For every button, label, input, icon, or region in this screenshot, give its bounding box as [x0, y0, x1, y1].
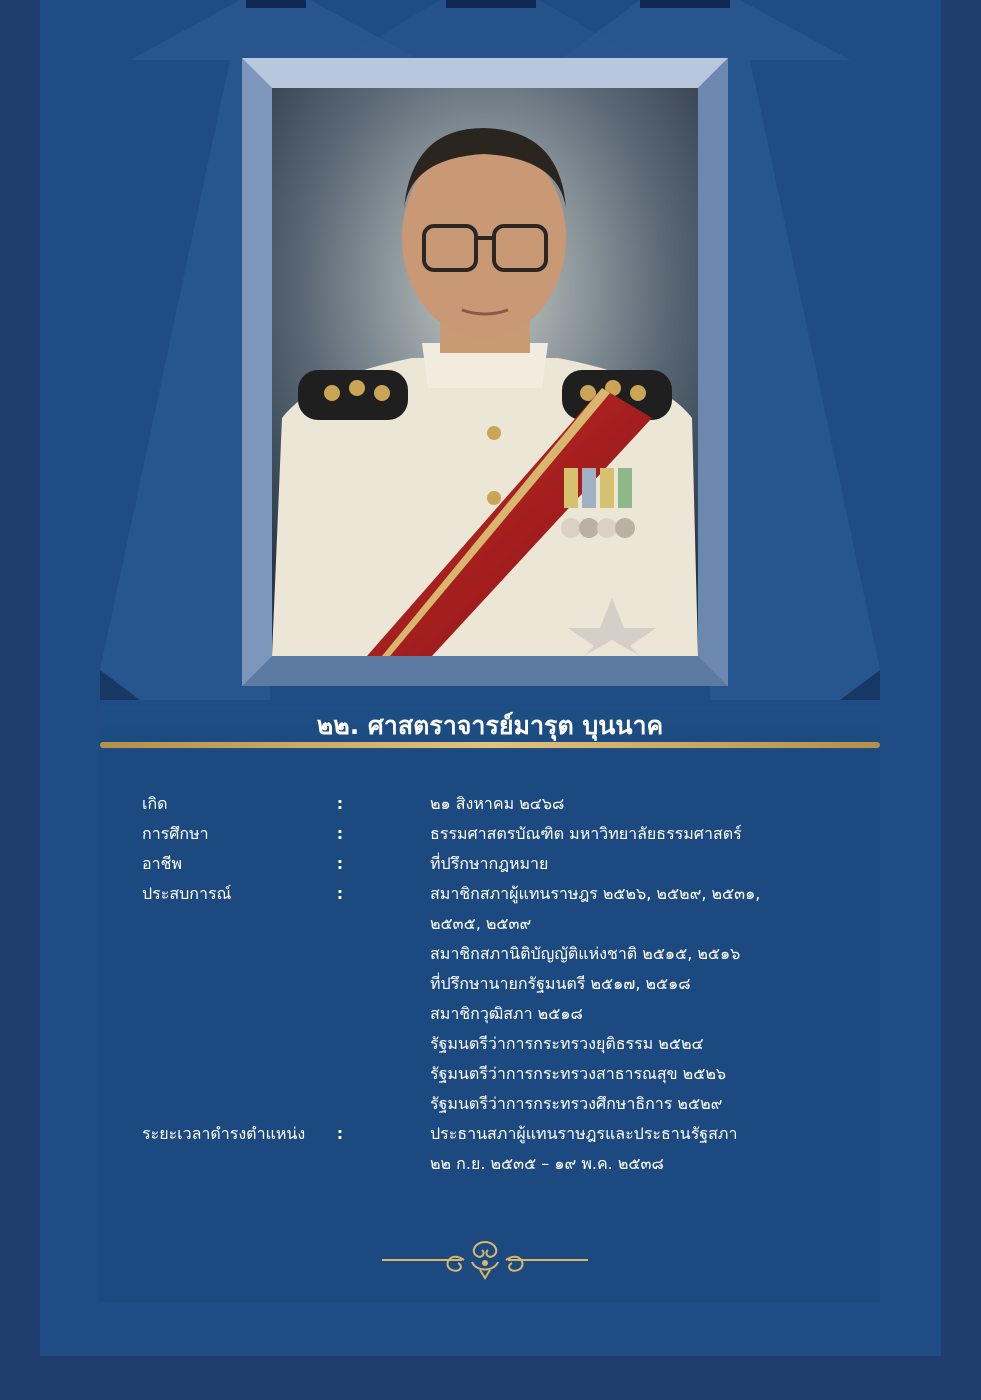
- field-label: เกิด: [142, 794, 168, 813]
- field-value: รัฐมนตรีว่าการกระทรวงยุติธรรม ๒๕๒๔: [430, 1034, 704, 1053]
- field-value: ธรรมศาสตรบัณฑิต มหาวิทยาลัยธรรมศาสตร์: [430, 824, 742, 843]
- field-colon: :: [336, 1124, 344, 1143]
- field-value: ที่ปรึกษานายกรัฐมนตรี ๒๕๑๗, ๒๕๑๘: [430, 974, 691, 993]
- ornament-divider: [380, 1236, 590, 1280]
- page-title: ๒๒. ศาสตราจารย์มารุต บุนนาค: [316, 711, 664, 740]
- field-value: สมาชิกวุฒิสภา ๒๕๑๘: [430, 1004, 583, 1023]
- field-label: ระยะเวลาดำรงตำแหน่ง: [142, 1124, 306, 1143]
- field-colon: :: [336, 794, 344, 813]
- field-value: ประธานสภาผู้แทนราษฎรและประธานรัฐสภา: [430, 1124, 738, 1143]
- field-label: ประสบการณ์: [142, 884, 232, 903]
- gold-divider: [100, 742, 880, 748]
- field-colon: :: [336, 824, 344, 843]
- field-value: ๒๒ ก.ย. ๒๕๓๕ – ๑๙ พ.ค. ๒๕๓๘: [430, 1154, 664, 1173]
- field-value: ๒๕๓๕, ๒๕๓๙: [430, 914, 532, 933]
- field-colon: :: [336, 854, 344, 873]
- field-value: ที่ปรึกษากฎหมาย: [430, 854, 549, 873]
- field-label: อาชีพ: [142, 854, 182, 873]
- field-colon: :: [336, 884, 344, 903]
- field-value: รัฐมนตรีว่าการกระทรวงสาธารณสุข ๒๕๒๖: [430, 1064, 727, 1083]
- portrait-illustration: [272, 88, 698, 656]
- field-value: สมาชิกสภาผู้แทนราษฎร ๒๕๒๖, ๒๕๒๙, ๒๕๓๑,: [430, 884, 761, 903]
- field-value: รัฐมนตรีว่าการกระทรวงศึกษาธิการ ๒๕๒๙: [430, 1094, 723, 1113]
- field-label: การศึกษา: [142, 824, 209, 843]
- field-value: ๒๑ สิงหาคม ๒๔๖๘: [430, 794, 565, 813]
- portrait-photo: [272, 88, 698, 656]
- field-value: สมาชิกสภานิติบัญญัติแห่งชาติ ๒๕๑๕, ๒๕๑๖: [430, 944, 741, 963]
